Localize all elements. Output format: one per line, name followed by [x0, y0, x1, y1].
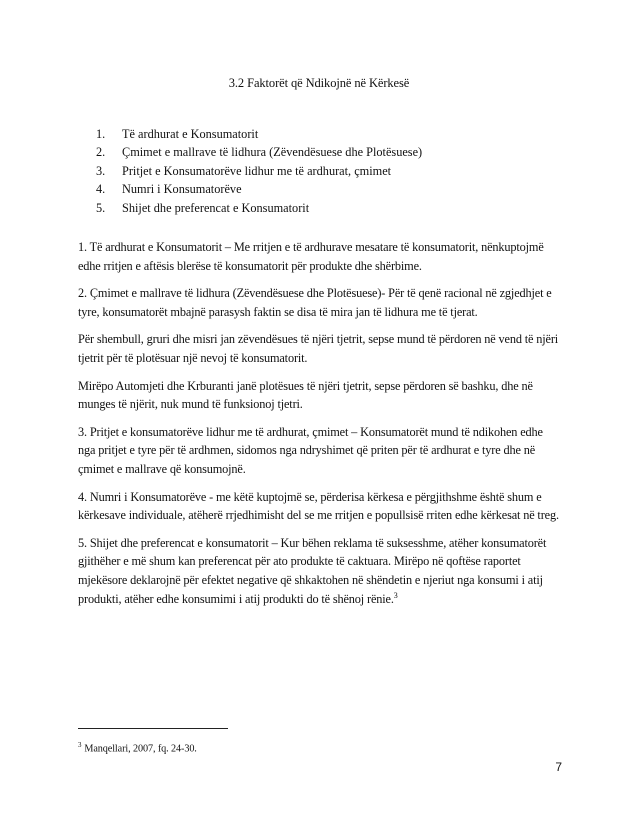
- list-item: [96, 162, 422, 180]
- paragraph-tastes: [78, 534, 562, 608]
- list-number: 4.: [96, 182, 106, 197]
- paragraph-tastes-text: 5. Shijet dhe preferencat e konsumatorit – Kur bëhen reklama të suksesshme, atëher konsumatorët gjithëher e më shum kan preferencat për ato produkte të caktuara. Mirëpo në qoftëse raportet mjekësore deklarojnë për efektet negative që shkaktohen në shëndetin e njeriut nga konsumi i atij produkti, atëher edhe konsumimi i atij produkti do të shënoj rënie.: [78, 535, 547, 606]
- section-heading: 3.2 Faktorët që Ndikojnë në Kërkesë: [228, 76, 410, 90]
- paragraph-income: 1. Të ardhurat e Konsumatorit – Me rritjen e të ardhurave mesatare të konsumatorit, nënkuptojmë edhe rritjen e aftësis blerëse të konsumatorit për produkte dhe shërbime.: [78, 240, 544, 273]
- body-text: [78, 238, 562, 617]
- footnote-reference[interactable]: 3: [393, 590, 398, 600]
- paragraph-expectations: 3. Pritjet e konsumatorëve lidhur me të ardhurat, çmimet – Konsumatorët mund të ndikohen edhe nga pritjet e tyre për të ardhmen, sidomos nga ndryshimet që priten për të ardhurat e tyre dhe në çmimet e mallrave që konsumojnë.: [78, 424, 543, 476]
- list-text: Pritjet e Konsumatorëve lidhur me të ardhurat, çmimet: [122, 163, 392, 178]
- list-number: 1.: [96, 127, 106, 141]
- list-number: 2.: [96, 145, 106, 160]
- page-number: 7: [555, 760, 562, 774]
- list-number: 3.: [96, 163, 106, 178]
- footnote-marker: 3: [78, 741, 82, 749]
- list-item: [96, 180, 422, 198]
- paragraph-number-of-consumers: 4. Numri i Konsumatorëve - me këtë kuptojmë se, përderisa kërkesa e përgjithshme është shum e kërkesave individuale, atëherë rrjedhimisht del se me rritjen e popullsisë rriten edhe kërkesat në treg.: [78, 489, 559, 523]
- footnote-text: Manqellari, 2007, fq. 24-30.: [84, 743, 197, 755]
- list-item: [96, 143, 422, 161]
- paragraph-complements-example: Mirëpo Automjeti dhe Krburanti janë plotësues të njëri tjetrit, sepse përdoren së bashku, dhe në munges të njërit, nuk mund të funksionoj tjetri.: [78, 378, 533, 412]
- factor-list: [96, 125, 422, 217]
- list-number: 5.: [96, 200, 106, 215]
- footnote: [78, 741, 197, 754]
- paragraph-related-goods: 2. Çmimet e mallrave të lidhura (Zëvendësuese dhe Plotësuese)- Për të qenë racional në zgjedhjet e tyre, konsumatorët mbajnë parasysh faktin se disa të mira jan të lidhura me të tjerat.: [78, 286, 552, 319]
- footnote-separator: [78, 728, 228, 729]
- paragraph-substitutes-example: Për shembull, gruri dhe misri jan zëvendësues të njëri tjetrit, sepse mund të përdoren në vend të njëri tjetrit për të plotësuar një nevoj të konsumatorit.: [78, 332, 559, 365]
- list-item: [96, 199, 422, 217]
- list-item: [96, 125, 422, 143]
- list-text: Çmimet e mallrave të lidhura (Zëvendësuese dhe Plotësuese): [122, 145, 423, 160]
- list-text: Të ardhurat e Konsumatorit: [122, 127, 259, 141]
- list-text: Shijet dhe preferencat e Konsumatorit: [122, 200, 310, 215]
- list-text: Numri i Konsumatorëve: [122, 182, 242, 197]
